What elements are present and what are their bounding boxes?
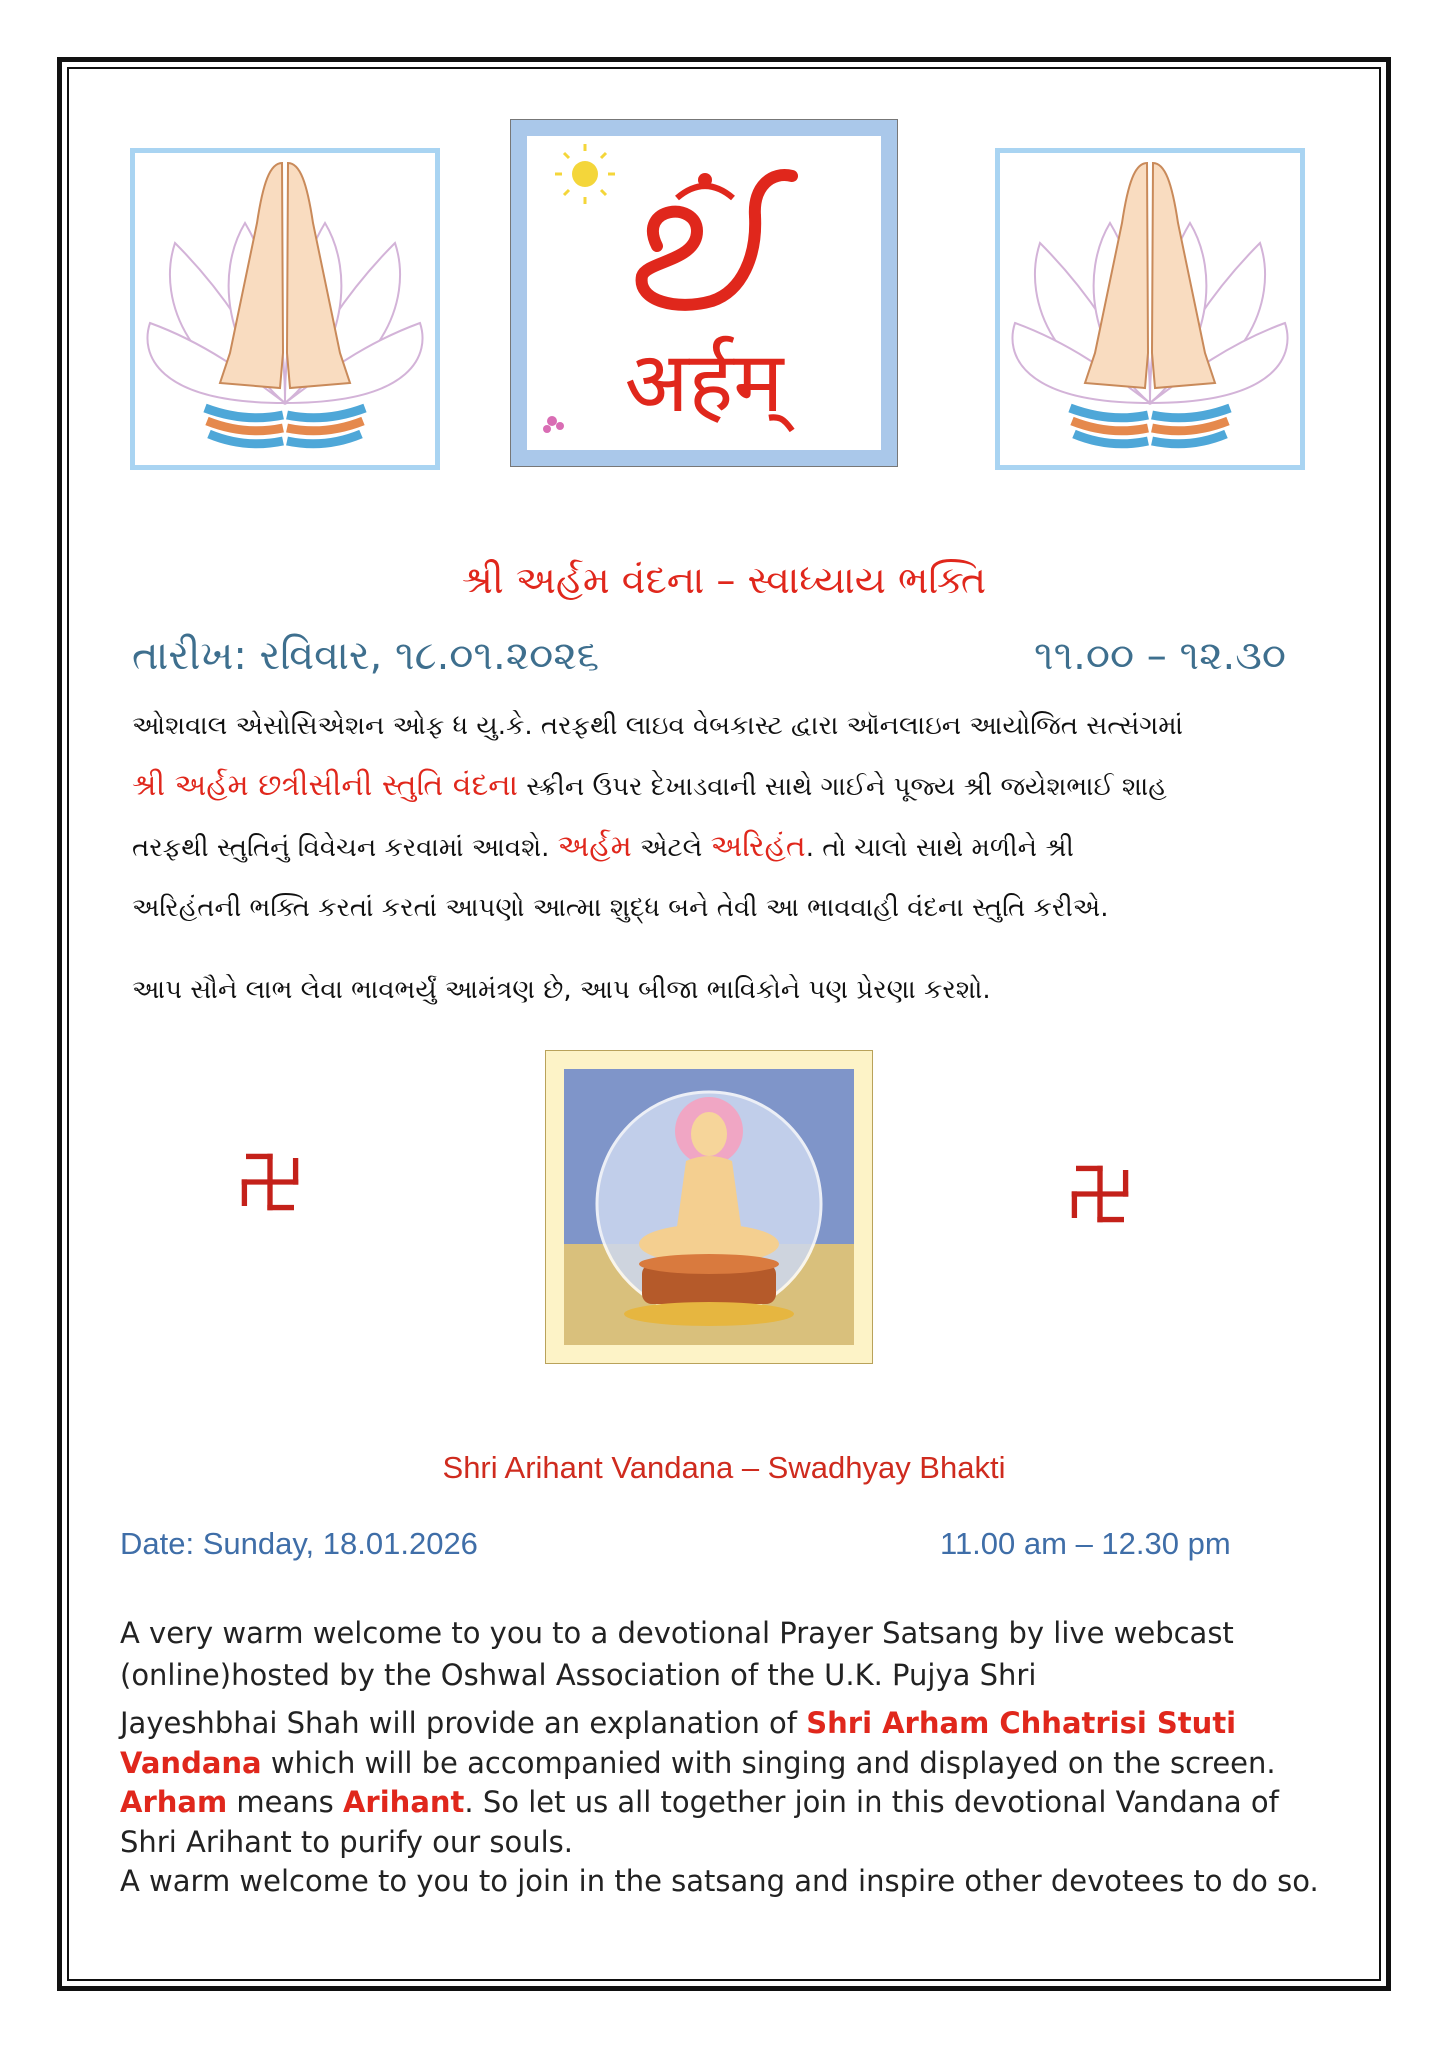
gujarati-line-3 xyxy=(132,817,1332,878)
arham-logo-icon xyxy=(527,136,881,450)
english-p2-mid-1: which will be accompanied with singing and displayed on the screen. xyxy=(261,1745,1276,1780)
arham-logo-image xyxy=(511,120,897,466)
gujarati-title: શ્રી અર્હમ વંદના – સ્વાધ્યાય ભક્તિ xyxy=(461,558,987,602)
english-highlight-arihant: Arihant xyxy=(342,1785,465,1819)
gujarati-line-3-end: . તો ચાલો સાથે મળીને શ્રી xyxy=(805,833,1074,863)
english-title: Shri Arihant Vandana – Swadhyay Bhakti xyxy=(442,1450,1006,1485)
namaste-hands-lotus-icon xyxy=(1000,153,1300,465)
gujarati-line-3-start: તરફથી સ્તુતિનું વિવેચન કરવામાં આવશે. xyxy=(132,833,558,863)
gujarati-line-2 xyxy=(132,756,1332,817)
english-highlight-arham: Arham xyxy=(120,1785,228,1819)
english-paragraph-1: A very warm welcome to you to a devotional Prayer Satsang by live webcast (online)hosted by the Oshwal Association of the U.K. Pujya Shri xyxy=(120,1616,1234,1692)
gujarati-line-1: ઓશવાલ એસોસિએશન ઓફ ધ યુ.કે. તરફથી લાઇવ વેબકાસ્ટ દ્વારા ઑનલાઇન આયોજિત સત્સંગમાં xyxy=(132,711,1183,741)
gujarati-time: ૧૧.૦૦ – ૧૨.૩૦ xyxy=(1033,633,1286,679)
gujarati-paragraph xyxy=(132,696,1332,938)
svg-text:अर्हम्: अर्हम् xyxy=(624,333,784,431)
gujarati-invitation: આપ સૌને લાભ લેવા ભાવભર્યું આમંત્રણ છે, આપ બીજા ભાવિકોને પણ પ્રેરણા કરશો. xyxy=(132,975,991,1005)
swastika-icon xyxy=(238,1150,302,1214)
meditating-jina-image xyxy=(545,1050,873,1364)
gujarati-line-3-mid: એટલે xyxy=(631,833,711,863)
gujarati-highlight-arihant: અરિહંત xyxy=(710,829,806,864)
gujarati-line-4: અરિહંતની ભક્તિ કરતાં કરતાં આપણો આત્મા શુદ્ધ બને તેવી આ ભાવવાહી વંદના સ્તુતિ કરીએ. xyxy=(132,893,1109,923)
english-p2-start: Jayeshbhai Shah will provide an explanation of xyxy=(120,1706,807,1740)
gujarati-line-2-rest: સ્ક્રીન ઉપર દેખાડવાની સાથે ગાઈને પૂજ્ય શ્રી જયેશભાઈ શાહ xyxy=(517,772,1167,802)
gujarati-highlight-arham: અર્હમ xyxy=(557,829,632,864)
english-highlight-stuti: Shri Arham Chhatrisi Stuti Vandana xyxy=(120,1706,1237,1780)
english-date: Date: Sunday, 18.01.2026 xyxy=(120,1526,478,1561)
english-p2-end: . So let us all together join in this devotional Vandana of Shri Arihant to purify our souls. xyxy=(120,1785,1279,1859)
gujarati-highlight-stuti: શ્રી અર્હમ છત્રીસીની સ્તુતિ વંદના xyxy=(132,768,518,803)
namaste-hands-left-image xyxy=(130,148,440,470)
gujarati-date: તારીખ: રવિવાર, ૧૮.૦૧.૨૦૨૬ xyxy=(132,633,600,679)
swastika-icon xyxy=(1068,1162,1132,1226)
namaste-hands-lotus-icon xyxy=(135,153,435,465)
english-paragraph-2 xyxy=(120,1704,1320,1902)
english-p2-mid-2: means xyxy=(227,1785,343,1819)
namaste-hands-right-image xyxy=(995,148,1305,470)
meditating-jina-icon xyxy=(564,1069,854,1345)
english-time: 11.00 am – 12.30 pm xyxy=(940,1526,1231,1561)
english-paragraph-3: A warm welcome to you to join in the satsang and inspire other devotees to do so. xyxy=(120,1864,1319,1898)
